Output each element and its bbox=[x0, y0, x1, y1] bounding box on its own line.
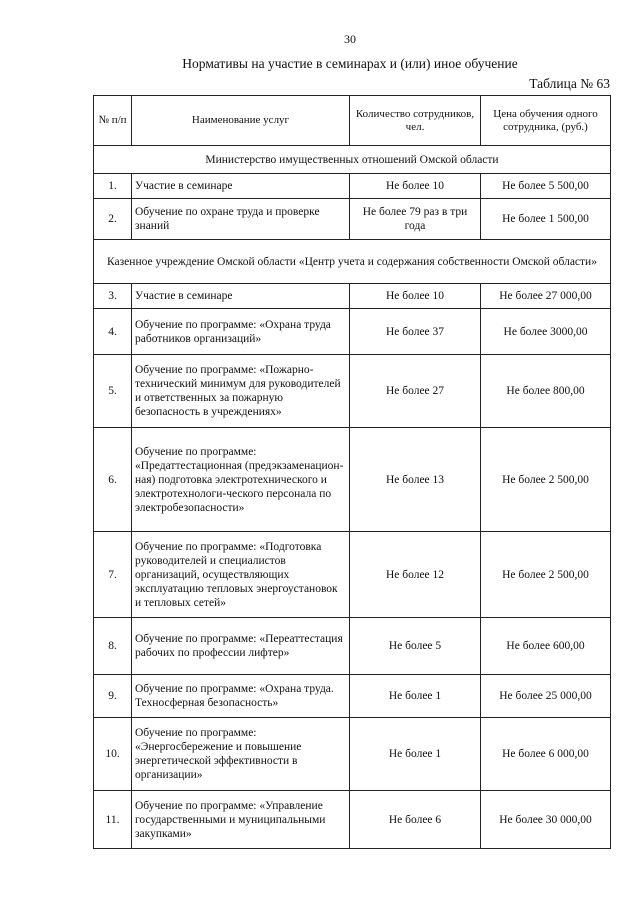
header-row bbox=[94, 96, 611, 146]
row-qty: Не более 12 bbox=[350, 532, 481, 618]
header-num: № п/п bbox=[94, 96, 132, 146]
row-num: 5. bbox=[94, 355, 132, 428]
row-price: Не более 25 000,00 bbox=[481, 675, 611, 718]
table-row bbox=[94, 309, 611, 355]
row-name: Обучение по программе: «Переаттестация рабочих по профессии лифтер» bbox=[132, 618, 350, 675]
row-qty: Не более 1 bbox=[350, 675, 481, 718]
group-row bbox=[94, 146, 611, 174]
row-qty: Не более 5 bbox=[350, 618, 481, 675]
row-price: Не более 27 000,00 bbox=[481, 284, 611, 309]
page-number: 30 bbox=[344, 32, 356, 46]
row-num: 3. bbox=[94, 284, 132, 309]
row-num: 1. bbox=[94, 174, 132, 199]
row-qty: Не более 37 bbox=[350, 309, 481, 355]
row-name: Обучение по программе: «Охрана труда работников организаций» bbox=[132, 309, 350, 355]
row-qty: Не более 1 bbox=[350, 718, 481, 791]
row-name: Обучение по охране труда и проверке знаний bbox=[132, 199, 350, 240]
row-num: 2. bbox=[94, 199, 132, 240]
table-row bbox=[94, 718, 611, 791]
row-num: 6. bbox=[94, 428, 132, 532]
document-title: Нормативы на участие в семинарах и (или) иное обучение bbox=[182, 56, 518, 71]
row-price: Не более 6 000,00 bbox=[481, 718, 611, 791]
table-row bbox=[94, 284, 611, 309]
row-name: Обучение по программе: «Подготовка руководителей и специалистов организаций, осуществляющих эксплуатацию тепловых энергоустановок и тепловых сетей» bbox=[132, 532, 350, 618]
row-num: 4. bbox=[94, 309, 132, 355]
row-price: Не более 600,00 bbox=[481, 618, 611, 675]
row-price: Не более 2 500,00 bbox=[481, 532, 611, 618]
row-price: Не более 1 500,00 bbox=[481, 199, 611, 240]
row-name: Обучение по программе: «Энергосбережение и повышение энергетической эффективности в организации» bbox=[132, 718, 350, 791]
table-row bbox=[94, 199, 611, 240]
norms-table bbox=[93, 95, 611, 849]
group-title: Казенное учреждение Омской области «Центр учета и содержания собственности Омской области» bbox=[94, 240, 611, 284]
table-row bbox=[94, 791, 611, 849]
row-qty: Не более 10 bbox=[350, 174, 481, 199]
row-name: Обучение по программе: «Предаттестационная (предэкзаменацион-ная) подготовка электротехнического и электротехнологи-ческого персонала по электробезопасности» bbox=[132, 428, 350, 532]
row-num: 7. bbox=[94, 532, 132, 618]
row-qty: Не более 27 bbox=[350, 355, 481, 428]
table-row bbox=[94, 174, 611, 199]
row-price: Не более 5 500,00 bbox=[481, 174, 611, 199]
table-row bbox=[94, 355, 611, 428]
row-price: Не более 2 500,00 bbox=[481, 428, 611, 532]
row-qty: Не более 10 bbox=[350, 284, 481, 309]
group-title: Министерство имущественных отношений Омской области bbox=[94, 146, 611, 174]
table-row bbox=[94, 618, 611, 675]
header-price: Цена обучения одного сотрудника, (руб.) bbox=[481, 96, 611, 146]
row-name: Обучение по программе: «Пожарно-технический минимум для руководителей и ответственных за пожарную безопасность в учреждениях» bbox=[132, 355, 350, 428]
row-num: 9. bbox=[94, 675, 132, 718]
table-row bbox=[94, 428, 611, 532]
row-qty: Не более 79 раз в три года bbox=[350, 199, 481, 240]
table-row bbox=[94, 675, 611, 718]
table-row bbox=[94, 532, 611, 618]
row-name: Участие в семинаре bbox=[132, 284, 350, 309]
row-qty: Не более 13 bbox=[350, 428, 481, 532]
row-num: 10. bbox=[94, 718, 132, 791]
row-num: 11. bbox=[94, 791, 132, 849]
row-price: Не более 3000,00 bbox=[481, 309, 611, 355]
header-qty: Количество сотрудников, чел. bbox=[350, 96, 481, 146]
group-row bbox=[94, 240, 611, 284]
row-price: Не более 800,00 bbox=[481, 355, 611, 428]
header-name: Наименование услуг bbox=[132, 96, 350, 146]
row-name: Обучение по программе: «Управление государственными и муниципальными закупками» bbox=[132, 791, 350, 849]
table-label: Таблица № 63 bbox=[529, 76, 610, 91]
row-name: Участие в семинаре bbox=[132, 174, 350, 199]
row-qty: Не более 6 bbox=[350, 791, 481, 849]
row-price: Не более 30 000,00 bbox=[481, 791, 611, 849]
row-num: 8. bbox=[94, 618, 132, 675]
row-name: Обучение по программе: «Охрана труда. Техносферная безопасность» bbox=[132, 675, 350, 718]
